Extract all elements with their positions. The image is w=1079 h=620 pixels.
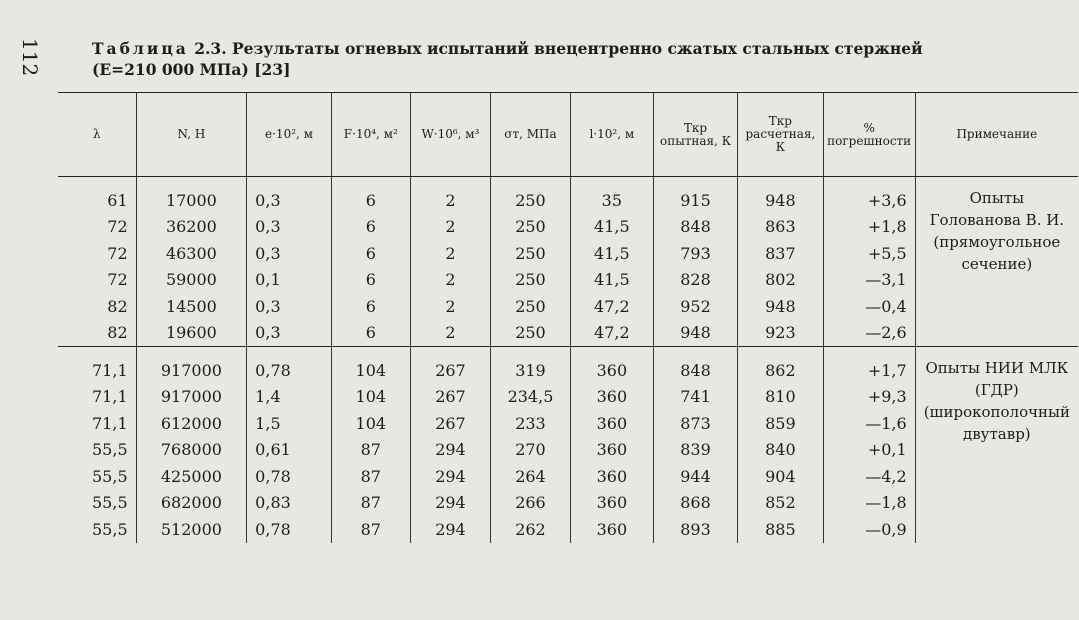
cell-t-calculated: 810 bbox=[738, 384, 824, 411]
cell-lambda: 71,1 bbox=[92, 387, 128, 407]
cell-error: +9,3 bbox=[823, 384, 915, 411]
cell-modulus: 267 bbox=[410, 384, 490, 411]
cell-modulus: 2 bbox=[410, 214, 490, 241]
cell-error: —1,8 bbox=[823, 490, 915, 517]
cell-yield: 264 bbox=[491, 463, 571, 490]
caption-label: Таблица bbox=[92, 39, 189, 58]
cell-eccentricity: 0,78 bbox=[247, 516, 332, 543]
cell-t-experimental: 944 bbox=[653, 463, 737, 490]
cell-area: 87 bbox=[331, 490, 410, 517]
header-area: F·10⁴, м² bbox=[331, 93, 410, 177]
cell-force: 917000 bbox=[136, 347, 247, 384]
cell-force: 425000 bbox=[136, 463, 247, 490]
header-yield: σт, МПа bbox=[491, 93, 571, 177]
cell-error: +0,1 bbox=[823, 437, 915, 464]
cell-t-experimental: 868 bbox=[653, 490, 737, 517]
cell-lambda: 55,5 bbox=[92, 493, 128, 513]
cell-lambda: 72 bbox=[107, 270, 128, 290]
cell-eccentricity: 0,3 bbox=[247, 240, 332, 267]
header-modulus: W·10⁶, м³ bbox=[410, 93, 490, 177]
header-eccentricity: e·10², м bbox=[247, 93, 332, 177]
cell-eccentricity: 0,78 bbox=[247, 347, 332, 384]
cell-lambda: 72 bbox=[107, 243, 128, 263]
cell-eccentricity: 0,1 bbox=[247, 267, 332, 294]
cell-length: 360 bbox=[570, 516, 653, 543]
cell-yield: 319 bbox=[491, 347, 571, 384]
cell-t-calculated: 923 bbox=[738, 320, 824, 347]
cell-modulus: 2 bbox=[410, 267, 490, 294]
cell-error: —1,6 bbox=[823, 410, 915, 437]
header-lambda: λ bbox=[58, 93, 136, 177]
cell-length: 41,5 bbox=[570, 267, 653, 294]
table-body bbox=[58, 177, 1078, 543]
cell-eccentricity: 0,3 bbox=[247, 214, 332, 241]
cell-t-calculated: 837 bbox=[738, 240, 824, 267]
cell-area: 6 bbox=[331, 267, 410, 294]
cell-note: Опыты НИИ МЛК (ГДР) (широкополочный двутавр) bbox=[915, 347, 1078, 543]
cell-length: 47,2 bbox=[570, 320, 653, 347]
cell-area: 6 bbox=[331, 240, 410, 267]
cell-force: 17000 bbox=[136, 177, 247, 214]
header-t-calculated: Tкр расчетная, К bbox=[738, 93, 824, 177]
header-length: l·10², м bbox=[570, 93, 653, 177]
cell-force: 917000 bbox=[136, 384, 247, 411]
cell-area: 87 bbox=[331, 516, 410, 543]
cell-lambda: 72 bbox=[107, 217, 128, 237]
cell-modulus: 2 bbox=[410, 240, 490, 267]
cell-lambda: 55,5 bbox=[92, 440, 128, 460]
cell-eccentricity: 0,3 bbox=[247, 177, 332, 214]
cell-error: +5,5 bbox=[823, 240, 915, 267]
cell-modulus: 267 bbox=[410, 410, 490, 437]
cell-lambda: 55,5 bbox=[92, 466, 128, 486]
cell-error: +1,8 bbox=[823, 214, 915, 241]
cell-eccentricity: 0,83 bbox=[247, 490, 332, 517]
header-row bbox=[58, 93, 1078, 177]
cell-t-calculated: 859 bbox=[738, 410, 824, 437]
cell-error: —4,2 bbox=[823, 463, 915, 490]
cell-t-calculated: 802 bbox=[738, 267, 824, 294]
cell-yield: 250 bbox=[491, 240, 571, 267]
cell-length: 360 bbox=[570, 463, 653, 490]
cell-error: —2,6 bbox=[823, 320, 915, 347]
cell-t-experimental: 741 bbox=[653, 384, 737, 411]
cell-t-calculated: 904 bbox=[738, 463, 824, 490]
cell-yield: 250 bbox=[491, 177, 571, 214]
cell-area: 6 bbox=[331, 177, 410, 214]
cell-modulus: 294 bbox=[410, 490, 490, 517]
cell-yield: 250 bbox=[491, 320, 571, 347]
page-number: 112 bbox=[18, 38, 42, 77]
cell-t-calculated: 852 bbox=[738, 490, 824, 517]
cell-yield: 250 bbox=[491, 293, 571, 320]
cell-yield: 266 bbox=[491, 490, 571, 517]
cell-length: 41,5 bbox=[570, 240, 653, 267]
cell-length: 360 bbox=[570, 490, 653, 517]
cell-modulus: 294 bbox=[410, 437, 490, 464]
cell-t-calculated: 885 bbox=[738, 516, 824, 543]
cell-error: —3,1 bbox=[823, 267, 915, 294]
cell-modulus: 2 bbox=[410, 320, 490, 347]
cell-error: —0,4 bbox=[823, 293, 915, 320]
header-force: N, Н bbox=[136, 93, 247, 177]
cell-lambda: 71,1 bbox=[58, 347, 136, 384]
cell-area: 104 bbox=[331, 410, 410, 437]
table-row bbox=[58, 177, 1078, 214]
cell-eccentricity: 0,61 bbox=[247, 437, 332, 464]
cell-force: 612000 bbox=[136, 410, 247, 437]
cell-t-experimental: 952 bbox=[653, 293, 737, 320]
cell-area: 87 bbox=[331, 437, 410, 464]
cell-yield: 234,5 bbox=[491, 384, 571, 411]
cell-area: 87 bbox=[331, 463, 410, 490]
cell-t-experimental: 848 bbox=[653, 347, 737, 384]
cell-lambda: 82 bbox=[107, 296, 128, 316]
cell-area: 6 bbox=[331, 214, 410, 241]
cell-force: 46300 bbox=[136, 240, 247, 267]
cell-modulus: 294 bbox=[410, 516, 490, 543]
cell-yield: 233 bbox=[491, 410, 571, 437]
cell-t-experimental: 873 bbox=[653, 410, 737, 437]
cell-modulus: 267 bbox=[410, 347, 490, 384]
cell-length: 360 bbox=[570, 384, 653, 411]
cell-t-experimental: 839 bbox=[653, 437, 737, 464]
cell-t-calculated: 948 bbox=[738, 177, 824, 214]
cell-yield: 270 bbox=[491, 437, 571, 464]
cell-eccentricity: 0,78 bbox=[247, 463, 332, 490]
results-table bbox=[58, 92, 1078, 543]
cell-force: 512000 bbox=[136, 516, 247, 543]
cell-t-calculated: 863 bbox=[738, 214, 824, 241]
cell-t-experimental: 893 bbox=[653, 516, 737, 543]
cell-error: —0,9 bbox=[823, 516, 915, 543]
cell-force: 14500 bbox=[136, 293, 247, 320]
cell-yield: 250 bbox=[491, 214, 571, 241]
cell-t-experimental: 915 bbox=[653, 177, 737, 214]
header-t-experimental: Tкр опытная, К bbox=[653, 93, 737, 177]
cell-error: +3,6 bbox=[823, 177, 915, 214]
cell-yield: 250 bbox=[491, 267, 571, 294]
cell-area: 6 bbox=[331, 320, 410, 347]
cell-lambda: 55,5 bbox=[92, 519, 128, 539]
table-caption bbox=[92, 38, 992, 80]
cell-area: 104 bbox=[331, 347, 410, 384]
cell-t-calculated: 862 bbox=[738, 347, 824, 384]
header-note: Примечание bbox=[915, 93, 1078, 177]
table-row bbox=[58, 347, 1078, 384]
cell-yield: 262 bbox=[491, 516, 571, 543]
cell-eccentricity: 1,5 bbox=[247, 410, 332, 437]
cell-eccentricity: 1,4 bbox=[247, 384, 332, 411]
cell-t-experimental: 848 bbox=[653, 214, 737, 241]
cell-length: 360 bbox=[570, 437, 653, 464]
cell-length: 41,5 bbox=[570, 214, 653, 241]
cell-t-experimental: 828 bbox=[653, 267, 737, 294]
cell-lambda: 61 bbox=[107, 190, 128, 210]
cell-modulus: 294 bbox=[410, 463, 490, 490]
caption-text: 2.3. Результаты огневых испытаний внецентренно сжатых стальных стержней (Е=210 000 МПа) [23] bbox=[92, 39, 923, 79]
cell-length: 360 bbox=[570, 410, 653, 437]
cell-area: 104 bbox=[331, 384, 410, 411]
cell-t-calculated: 840 bbox=[738, 437, 824, 464]
cell-error: +1,7 bbox=[823, 347, 915, 384]
cell-t-experimental: 948 bbox=[653, 320, 737, 347]
cell-t-experimental: 793 bbox=[653, 240, 737, 267]
cell-modulus: 2 bbox=[410, 293, 490, 320]
cell-force: 682000 bbox=[136, 490, 247, 517]
cell-length: 47,2 bbox=[570, 293, 653, 320]
cell-force: 19600 bbox=[136, 320, 247, 347]
cell-eccentricity: 0,3 bbox=[247, 293, 332, 320]
cell-modulus: 2 bbox=[410, 177, 490, 214]
cell-note: Опыты Голованова В. И. (прямоугольное сечение) bbox=[915, 177, 1078, 347]
cell-force: 768000 bbox=[136, 437, 247, 464]
cell-t-calculated: 948 bbox=[738, 293, 824, 320]
cell-area: 6 bbox=[331, 293, 410, 320]
cell-lambda: 82 bbox=[107, 323, 128, 343]
cell-force: 59000 bbox=[136, 267, 247, 294]
cell-eccentricity: 0,3 bbox=[247, 320, 332, 347]
cell-lambda: 71,1 bbox=[92, 413, 128, 433]
cell-force: 36200 bbox=[136, 214, 247, 241]
cell-length: 360 bbox=[570, 347, 653, 384]
cell-length: 35 bbox=[570, 177, 653, 214]
header-error: % погрешности bbox=[823, 93, 915, 177]
